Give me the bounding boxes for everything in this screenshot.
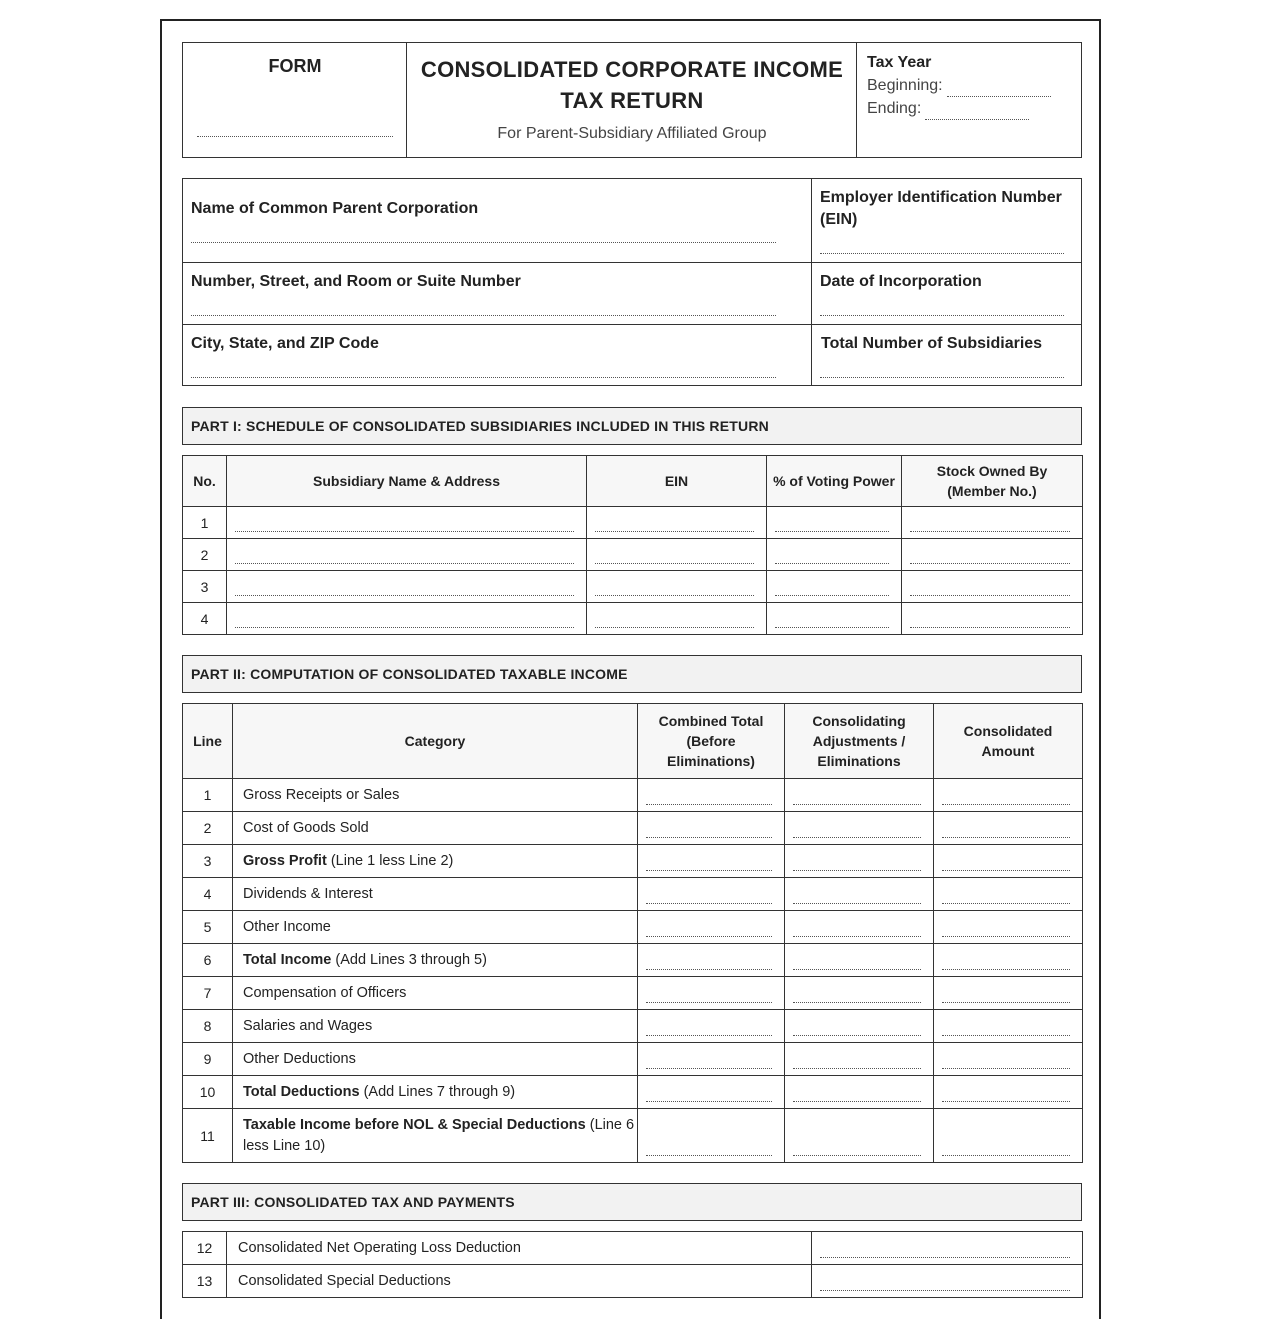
street-input[interactable] <box>191 315 776 316</box>
line-category-bold: Gross Profit <box>243 852 327 869</box>
part1-heading: PART I: SCHEDULE OF CONSOLIDATED SUBSIDIARIES INCLUDED IN THIS RETURN <box>182 407 1082 445</box>
table-row <box>183 878 1083 911</box>
ein-label-line1: Employer Identification Number <box>820 189 1062 206</box>
amount-input[interactable] <box>812 1265 1083 1298</box>
subsidiary-ein-input[interactable] <box>587 539 767 571</box>
col-adjust-line2: Adjustments / <box>812 733 906 749</box>
col-stock-owned-by <box>902 456 1083 507</box>
stock-owned-input[interactable] <box>902 571 1083 603</box>
table-row <box>183 812 1083 845</box>
line-number: 3 <box>183 845 233 878</box>
consolidated-amount-input[interactable] <box>934 1010 1083 1043</box>
col-adjustments <box>785 704 934 779</box>
voting-power-input[interactable] <box>767 603 902 635</box>
col-combined-total <box>638 704 785 779</box>
line-number: 6 <box>183 944 233 977</box>
table-row <box>183 507 1083 539</box>
consolidated-amount-input[interactable] <box>934 878 1083 911</box>
adjustments-input[interactable] <box>785 779 934 812</box>
table-row <box>183 1076 1083 1109</box>
stock-owned-input[interactable] <box>902 507 1083 539</box>
table-row <box>183 779 1083 812</box>
beginning-input[interactable] <box>947 96 1051 97</box>
consolidated-amount-input[interactable] <box>934 911 1083 944</box>
taxable-income-table <box>182 703 1083 1163</box>
col-adjust-line1: Consolidating <box>812 713 906 729</box>
col-line: Line <box>183 704 233 779</box>
line-category <box>233 1043 638 1076</box>
subsidiary-name-input[interactable] <box>227 571 587 603</box>
line-number: 9 <box>183 1043 233 1076</box>
ein-label-line2: (EIN) <box>820 211 858 228</box>
consolidated-amount-input[interactable] <box>934 1076 1083 1109</box>
tax-year-cell <box>857 43 1081 157</box>
line-category-text: Cost of Goods Sold <box>243 819 369 836</box>
combined-total-input[interactable] <box>638 1109 785 1163</box>
adjustments-input[interactable] <box>785 977 934 1010</box>
line-category <box>233 812 638 845</box>
ein-input[interactable] <box>820 253 1064 254</box>
tax-year-label: Tax Year <box>867 54 932 71</box>
voting-power-input[interactable] <box>767 507 902 539</box>
combined-total-input[interactable] <box>638 977 785 1010</box>
line-number: 12 <box>183 1232 227 1265</box>
col-adjust-line3: Eliminations <box>817 753 901 769</box>
form-title-line1: CONSOLIDATED CORPORATE INCOME <box>420 57 844 82</box>
combined-total-input[interactable] <box>638 944 785 977</box>
line-category-bold: Taxable Income before NOL & Special Deductions <box>243 1116 586 1133</box>
city-input[interactable] <box>191 377 776 378</box>
subsidiary-ein-input[interactable] <box>587 507 767 539</box>
consolidated-amount-input[interactable] <box>934 1109 1083 1163</box>
table-row <box>183 845 1083 878</box>
subsidiary-ein-input[interactable] <box>587 571 767 603</box>
line-number: 4 <box>183 878 233 911</box>
combined-total-input[interactable] <box>638 779 785 812</box>
line-category <box>233 944 638 977</box>
parent-name-input[interactable] <box>191 242 776 243</box>
table-row <box>183 1109 1083 1163</box>
consolidated-amount-input[interactable] <box>934 1043 1083 1076</box>
consolidated-amount-input[interactable] <box>934 977 1083 1010</box>
ending-label: Ending: <box>867 100 922 117</box>
col-stock-owned-by-line2: (Member No.) <box>947 483 1037 499</box>
line-category-text: Dividends & Interest <box>243 885 373 902</box>
line-category <box>233 911 638 944</box>
row-number: 3 <box>183 571 227 603</box>
subsidiary-ein-input[interactable] <box>587 603 767 635</box>
form-title-line2: TAX RETURN <box>560 88 704 113</box>
line-category-text: (Line 6 less Line 10) <box>243 1116 635 1154</box>
subsidiaries-label: Total Number of Subsidiaries <box>821 335 1043 352</box>
adjustments-input[interactable] <box>785 944 934 977</box>
line-number: 1 <box>183 779 233 812</box>
line-number: 11 <box>183 1109 233 1163</box>
form-label: FORM <box>268 56 322 76</box>
subsidiary-name-input[interactable] <box>227 507 587 539</box>
beginning-label: Beginning: <box>867 77 943 94</box>
line-number: 10 <box>183 1076 233 1109</box>
form-header <box>182 42 1082 158</box>
row-number: 1 <box>183 507 227 539</box>
row-number: 4 <box>183 603 227 635</box>
city-label: City, State, and ZIP Code <box>191 335 379 352</box>
form-subtitle: For Parent-Subsidiary Affiliated Group <box>497 125 767 142</box>
line-category-text: Salaries and Wages <box>243 1017 373 1034</box>
row-number: 2 <box>183 539 227 571</box>
subsidiaries-input[interactable] <box>820 377 1064 378</box>
col-consolidated-amount <box>934 704 1083 779</box>
identity-row-divider-2 <box>183 324 1081 325</box>
consolidated-amount-input[interactable] <box>934 812 1083 845</box>
col-consolidated-line2: Amount <box>981 743 1035 759</box>
col-no: No. <box>183 456 227 507</box>
title-cell <box>407 43 857 157</box>
stock-owned-input[interactable] <box>902 603 1083 635</box>
part2-heading: PART II: COMPUTATION OF CONSOLIDATED TAXABLE INCOME <box>182 655 1082 693</box>
line-description: Consolidated Net Operating Loss Deduction <box>227 1232 812 1265</box>
identity-divider <box>811 179 812 385</box>
combined-total-input[interactable] <box>638 1010 785 1043</box>
line-number: 7 <box>183 977 233 1010</box>
table-row <box>183 571 1083 603</box>
adjustments-input[interactable] <box>785 878 934 911</box>
line-number: 8 <box>183 1010 233 1043</box>
line-category-text: Compensation of Officers <box>243 984 407 1001</box>
amount-input[interactable] <box>812 1232 1083 1265</box>
incorporation-input[interactable] <box>820 315 1064 316</box>
form-number-cell <box>183 43 407 157</box>
line-category-text: Other Income <box>243 918 331 935</box>
line-number: 5 <box>183 911 233 944</box>
line-category <box>233 1109 638 1163</box>
identity-row-divider-1 <box>183 262 1081 263</box>
incorporation-label: Date of Incorporation <box>820 273 982 290</box>
line-category <box>233 1010 638 1043</box>
adjustments-input[interactable] <box>785 1109 934 1163</box>
line-category <box>233 779 638 812</box>
table-row <box>183 911 1083 944</box>
adjustments-input[interactable] <box>785 911 934 944</box>
consolidated-amount-input[interactable] <box>934 944 1083 977</box>
consolidated-amount-input[interactable] <box>934 779 1083 812</box>
ending-input[interactable] <box>925 119 1029 120</box>
combined-total-input[interactable] <box>638 1076 785 1109</box>
table-row <box>183 977 1083 1010</box>
table-row <box>183 603 1083 635</box>
line-description: Consolidated Special Deductions <box>227 1265 812 1298</box>
line-category-text: (Add Lines 7 through 9) <box>359 1083 516 1100</box>
line-category <box>233 878 638 911</box>
table-row <box>183 1043 1083 1076</box>
adjustments-input[interactable] <box>785 1010 934 1043</box>
col-combined-line2: (Before <box>686 733 736 749</box>
line-number: 13 <box>183 1265 227 1298</box>
voting-power-input[interactable] <box>767 539 902 571</box>
table-row <box>183 944 1083 977</box>
line-category <box>233 845 638 878</box>
combined-total-input[interactable] <box>638 911 785 944</box>
stock-owned-input[interactable] <box>902 539 1083 571</box>
col-combined-line1: Combined Total <box>658 713 764 729</box>
col-combined-line3: Eliminations) <box>667 753 755 769</box>
col-ein: EIN <box>587 456 767 507</box>
street-label: Number, Street, and Room or Suite Number <box>191 273 521 290</box>
table-row <box>183 1010 1083 1043</box>
identity-section <box>182 178 1082 386</box>
col-category: Category <box>233 704 638 779</box>
line-number: 2 <box>183 812 233 845</box>
table-row <box>183 1265 1083 1298</box>
col-consolidated-line1: Consolidated <box>963 723 1053 739</box>
combined-total-input[interactable] <box>638 878 785 911</box>
line-category-bold: Total Deductions <box>243 1083 360 1100</box>
table-row <box>183 1232 1083 1265</box>
consolidated-amount-input[interactable] <box>934 845 1083 878</box>
subsidiary-name-input[interactable] <box>227 539 587 571</box>
tax-payments-table <box>182 1231 1083 1298</box>
combined-total-input[interactable] <box>638 845 785 878</box>
combined-total-input[interactable] <box>638 812 785 845</box>
col-voting-power: % of Voting Power <box>767 456 902 507</box>
line-category <box>233 1076 638 1109</box>
col-subsidiary-name: Subsidiary Name & Address <box>227 456 587 507</box>
table-row <box>183 539 1083 571</box>
combined-total-input[interactable] <box>638 1043 785 1076</box>
line-category <box>233 977 638 1010</box>
adjustments-input[interactable] <box>785 1043 934 1076</box>
line-category-text: (Line 1 less Line 2) <box>326 852 454 869</box>
part3-heading: PART III: CONSOLIDATED TAX AND PAYMENTS <box>182 1183 1082 1221</box>
parent-name-label: Name of Common Parent Corporation <box>191 200 479 217</box>
adjustments-input[interactable] <box>785 812 934 845</box>
col-stock-owned-by-line1: Stock Owned By <box>936 463 1048 479</box>
form-number-input[interactable] <box>197 136 393 137</box>
subsidiary-name-input[interactable] <box>227 603 587 635</box>
line-category-text: Gross Receipts or Sales <box>243 786 400 803</box>
line-category-text: (Add Lines 3 through 5) <box>331 951 487 968</box>
line-category-bold: Total Income <box>243 951 332 968</box>
adjustments-input[interactable] <box>785 1076 934 1109</box>
line-category-text: Other Deductions <box>243 1050 356 1067</box>
adjustments-input[interactable] <box>785 845 934 878</box>
subsidiaries-table <box>182 455 1083 635</box>
voting-power-input[interactable] <box>767 571 902 603</box>
